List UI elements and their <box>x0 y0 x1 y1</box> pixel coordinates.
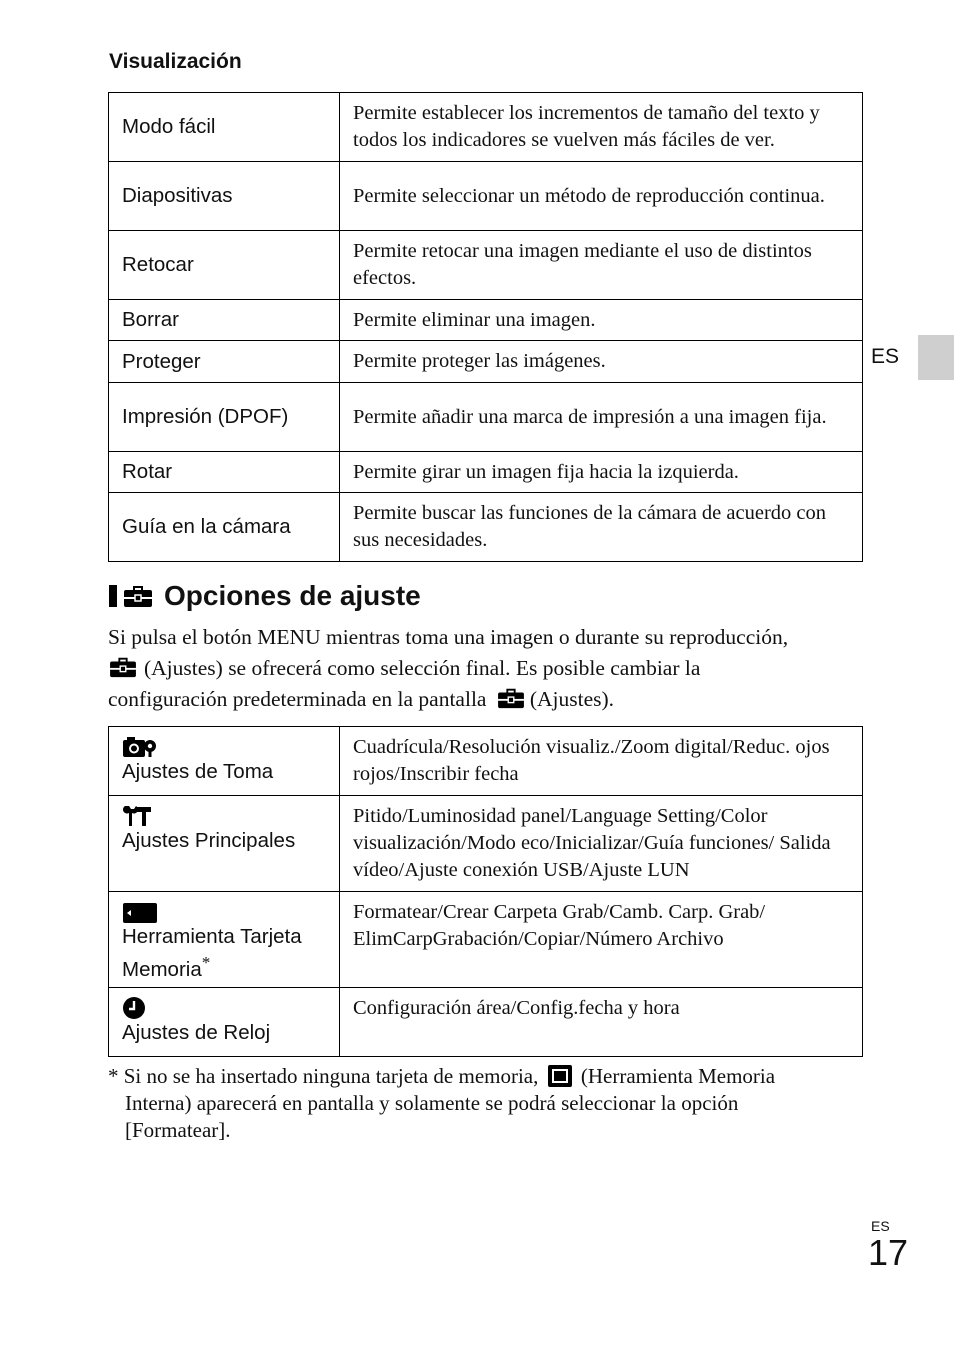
intro-paragraph <box>108 622 868 715</box>
option-name: Guía en la cámara <box>109 493 340 562</box>
toolbox-icon <box>108 655 138 679</box>
language-side-label: ES <box>871 345 900 368</box>
toolbox-icon <box>496 686 526 710</box>
table-row <box>109 300 863 341</box>
setting-name-cell <box>109 988 340 1057</box>
memory-card-icon <box>122 900 158 924</box>
option-description: Permite girar un imagen fija hacia la izquierda. <box>340 452 863 493</box>
section-heading-opciones <box>109 580 421 612</box>
wrench-hammer-icon <box>122 804 158 828</box>
setting-name: Ajustes Principales <box>122 829 296 852</box>
setting-name: Ajustes de Toma <box>122 760 274 783</box>
table-row <box>109 796 863 892</box>
option-description: Permite seleccionar un método de reproducción continua. <box>340 162 863 231</box>
setting-name-cell <box>109 727 340 796</box>
table-row <box>109 93 863 162</box>
intro-text-2: (Ajustes) se ofrecerá como selección final. Es posible cambiar la <box>144 656 701 680</box>
table-row <box>109 452 863 493</box>
table-row <box>109 231 863 300</box>
option-name: Impresión (DPOF) <box>109 383 340 452</box>
option-name: Modo fácil <box>109 93 340 162</box>
table-row <box>109 162 863 231</box>
clock-icon <box>122 996 158 1020</box>
page-language-label: ES <box>871 1218 890 1234</box>
section-heading-visualizacion: Visualización <box>109 50 242 73</box>
option-description: Permite establecer los incrementos de tamaño del texto y todos los indicadores se vuelven más fáciles de ver. <box>340 93 863 162</box>
camera-settings-icon <box>122 735 158 759</box>
setting-description: Cuadrícula/Resolución visualiz./Zoom digital/Reduc. ojos rojos/Inscribir fecha <box>340 727 863 796</box>
heading-bar <box>109 585 117 607</box>
toolbox-icon <box>122 583 154 609</box>
intro-text-3: configuración predeterminada en la pantalla <box>108 687 487 711</box>
setting-name-cell <box>109 892 340 988</box>
display-options-table <box>108 92 863 562</box>
table-row <box>109 892 863 988</box>
page-number: 17 <box>868 1232 909 1273</box>
footnote <box>108 1063 828 1144</box>
option-description: Permite eliminar una imagen. <box>340 300 863 341</box>
table-row <box>109 493 863 562</box>
option-name: Retocar <box>109 231 340 300</box>
intro-text-4: (Ajustes). <box>529 687 615 711</box>
footnote-text-1: * Si no se ha insertado ninguna tarjeta de memoria, <box>108 1064 539 1088</box>
footnote-mark: * <box>201 953 211 972</box>
setting-name: Herramienta Tarjeta Memoria <box>122 925 302 981</box>
option-name: Borrar <box>109 300 340 341</box>
option-description: Permite proteger las imágenes. <box>340 341 863 383</box>
table-row <box>109 383 863 452</box>
setting-name-cell <box>109 796 340 892</box>
option-name: Diapositivas <box>109 162 340 231</box>
option-description: Permite retocar una imagen mediante el uso de distintos efectos. <box>340 231 863 300</box>
table-row <box>109 988 863 1057</box>
setting-description: Formatear/Crear Carpeta Grab/Camb. Carp. Grab/ ElimCarpGrabación/Copiar/Número Archivo <box>340 892 863 988</box>
footnote-text-3: [Formatear]. <box>125 1118 231 1142</box>
footnote-text-2: Interna) aparecerá en pantalla y solamente se podrá seleccionar la opción <box>125 1091 739 1115</box>
internal-memory-icon <box>546 1064 574 1088</box>
option-name: Rotar <box>109 452 340 493</box>
option-description: Permite añadir una marca de impresión a una imagen fija. <box>340 383 863 452</box>
table-row <box>109 341 863 383</box>
section-title: Opciones de ajuste <box>164 580 421 611</box>
option-name: Proteger <box>109 341 340 383</box>
setting-description: Configuración área/Config.fecha y hora <box>340 988 863 1057</box>
option-description: Permite buscar las funciones de la cámara de acuerdo con sus necesidades. <box>340 493 863 562</box>
setting-name: Ajustes de Reloj <box>122 1021 271 1044</box>
intro-text-1: Si pulsa el botón MENU mientras toma una imagen o durante su reproducción, <box>108 625 789 649</box>
setting-description: Pitido/Luminosidad panel/Language Setting/Color visualización/Modo eco/Inicializar/Guía funciones/ Salida vídeo/Ajuste conexión USB/Ajuste LUN <box>340 796 863 892</box>
footnote-text-1b: (Herramienta Memoria <box>580 1064 776 1088</box>
table-row <box>109 727 863 796</box>
settings-table <box>108 726 863 1057</box>
language-side-tab <box>918 335 954 380</box>
